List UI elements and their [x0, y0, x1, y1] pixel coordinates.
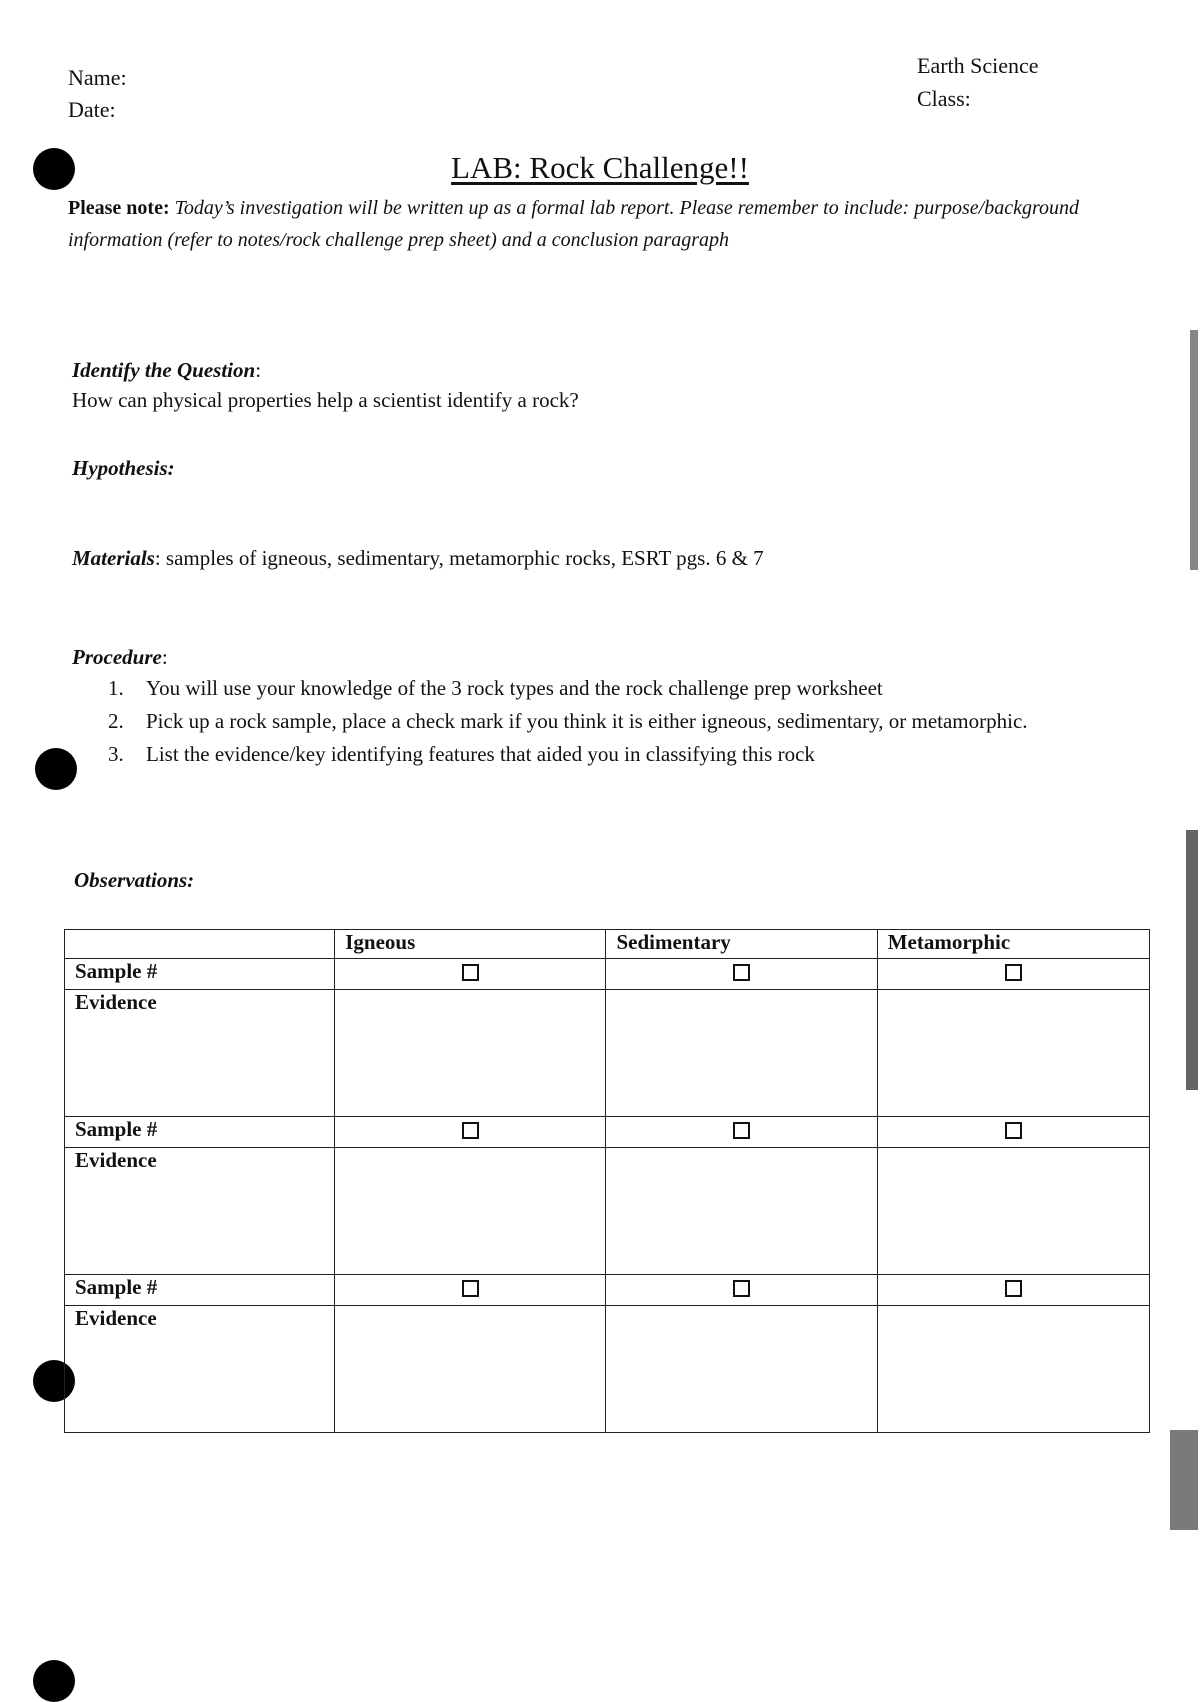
materials — [72, 546, 764, 571]
sample-row — [65, 1275, 1150, 1306]
igneous-checkbox[interactable] — [462, 1280, 479, 1297]
page-title: LAB: Rock Challenge!! — [451, 150, 749, 185]
metamorphic-checkbox[interactable] — [1005, 1122, 1022, 1139]
sample-row — [65, 959, 1150, 990]
evidence-igneous-field[interactable] — [335, 1148, 606, 1275]
binder-hole-hidden — [33, 1660, 75, 1702]
evidence-metamorphic-field[interactable] — [877, 990, 1149, 1117]
note-text: Today’s investigation will be written up as a formal lab report. Please remember to include: purpose/background information (refer to notes/rock challenge prep sheet) and a conclusion paragraph — [68, 197, 1080, 251]
procedure-list — [108, 672, 1108, 771]
question-text: How can physical properties help a scientist identify a rock? — [72, 388, 579, 412]
sedimentary-cell — [606, 1117, 877, 1148]
materials-label: Materials — [72, 546, 155, 570]
observations-table — [64, 929, 1150, 1433]
question-heading: Identify the Question: — [72, 358, 262, 382]
evidence-igneous-field[interactable] — [335, 990, 606, 1117]
sedimentary-cell — [606, 959, 877, 990]
igneous-checkbox[interactable] — [462, 1122, 479, 1139]
procedure-step: 2. Pick up a rock sample, place a check mark if you think it is either igneous, sedimentary, or metamorphic. — [108, 709, 1028, 733]
header-empty-cell — [65, 930, 335, 959]
sample-label: Sample # — [65, 1117, 335, 1148]
binder-hole-middle — [35, 748, 77, 790]
evidence-row — [65, 990, 1150, 1117]
table-header-row — [65, 930, 1150, 959]
please-note — [68, 192, 1148, 256]
evidence-label: Evidence — [65, 1148, 335, 1275]
name-label: Name: — [68, 65, 127, 90]
header-metamorphic: Metamorphic — [877, 930, 1149, 959]
evidence-sedimentary-field[interactable] — [606, 1148, 877, 1275]
note-label: Please note: — [68, 197, 170, 219]
metamorphic-checkbox[interactable] — [1005, 1280, 1022, 1297]
sedimentary-checkbox[interactable] — [733, 1280, 750, 1297]
evidence-metamorphic-field[interactable] — [877, 1306, 1149, 1433]
metamorphic-checkbox[interactable] — [1005, 964, 1022, 981]
observations-heading: Observations: — [74, 868, 195, 892]
sample-row — [65, 1117, 1150, 1148]
date-label: Date: — [68, 97, 116, 122]
scan-edge-mark — [1186, 830, 1198, 1090]
sample-label: Sample # — [65, 959, 335, 990]
evidence-sedimentary-field[interactable] — [606, 990, 877, 1117]
metamorphic-cell — [877, 1117, 1149, 1148]
header-igneous: Igneous — [335, 930, 606, 959]
sample-label: Sample # — [65, 1275, 335, 1306]
materials-text: : samples of igneous, sedimentary, metamorphic rocks, ESRT pgs. 6 & 7 — [154, 546, 764, 570]
evidence-label: Evidence — [65, 990, 335, 1117]
hypothesis-heading: Hypothesis: — [72, 456, 175, 480]
scan-edge-mark — [1170, 1430, 1198, 1530]
class-label: Class: — [917, 86, 971, 111]
evidence-sedimentary-field[interactable] — [606, 1306, 877, 1433]
evidence-row — [65, 1306, 1150, 1433]
sedimentary-checkbox[interactable] — [733, 964, 750, 981]
evidence-metamorphic-field[interactable] — [877, 1148, 1149, 1275]
procedure-step: 3. List the evidence/key identifying features that aided you in classifying this rock — [108, 742, 815, 766]
header-sedimentary: Sedimentary — [606, 930, 877, 959]
procedure-step: 1. You will use your knowledge of the 3 rock types and the rock challenge prep worksheet — [108, 676, 883, 700]
igneous-cell — [335, 959, 606, 990]
evidence-label: Evidence — [65, 1306, 335, 1433]
course-name: Earth Science — [917, 53, 1039, 78]
evidence-igneous-field[interactable] — [335, 1306, 606, 1433]
scan-edge-mark — [1190, 330, 1198, 570]
metamorphic-cell — [877, 959, 1149, 990]
evidence-row — [65, 1148, 1150, 1275]
igneous-cell — [335, 1275, 606, 1306]
igneous-checkbox[interactable] — [462, 964, 479, 981]
sedimentary-checkbox[interactable] — [733, 1122, 750, 1139]
igneous-cell — [335, 1117, 606, 1148]
metamorphic-cell — [877, 1275, 1149, 1306]
procedure-heading: Procedure: — [72, 645, 168, 669]
sedimentary-cell — [606, 1275, 877, 1306]
